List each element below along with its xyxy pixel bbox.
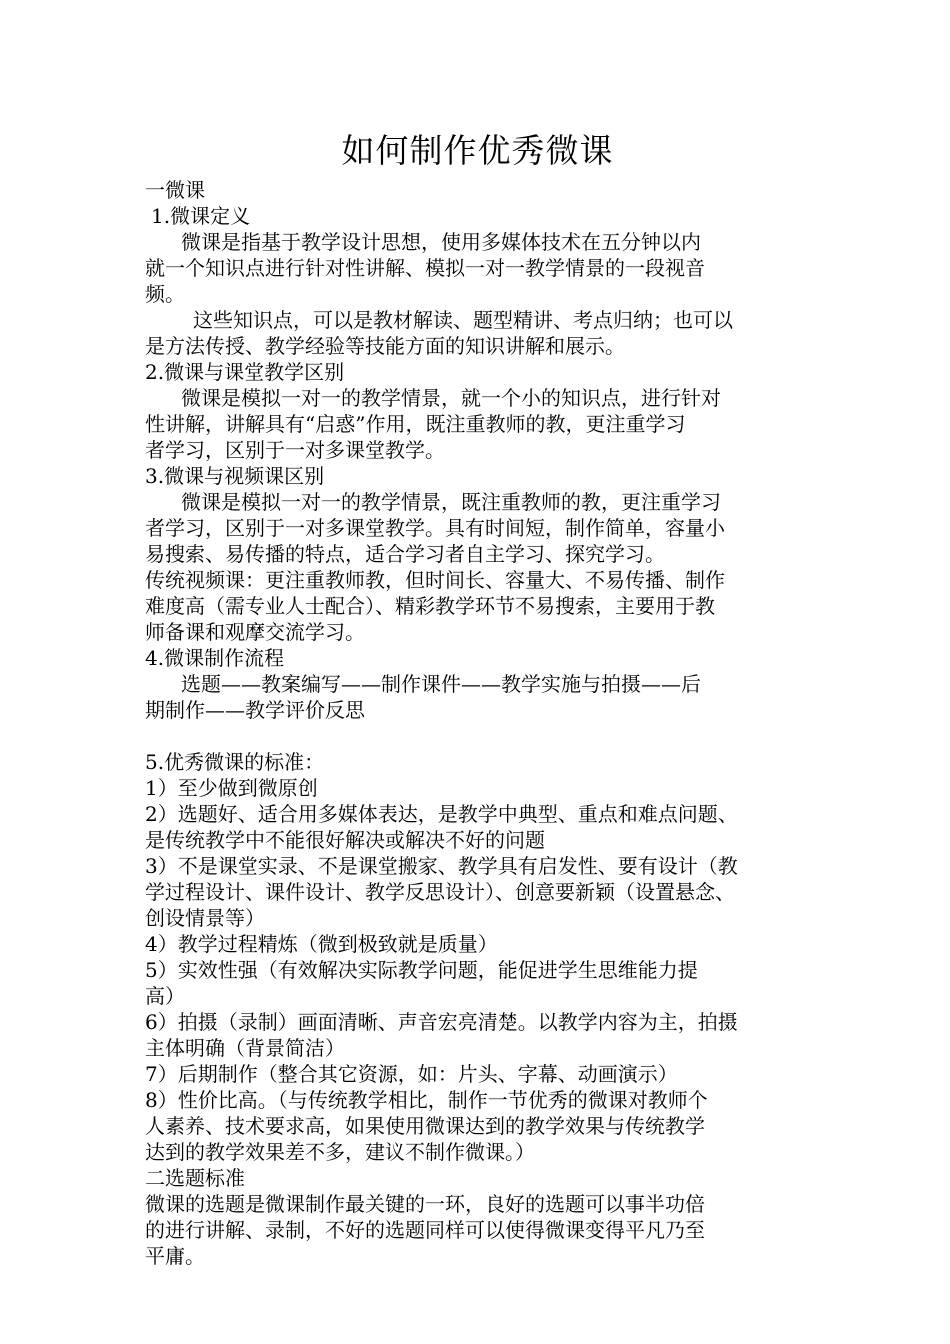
list-item-continuation: 达到的教学效果差不多，建议不制作微课。） [145, 1140, 535, 1164]
paragraph-line: 易搜索、易传播的特点，适合学习者自主学习、探究学习。 [145, 542, 665, 566]
paragraph-line: 这些知识点，可以是教材解读、题型精讲、考点归纳；也可以 [193, 308, 733, 332]
paragraph-line: 期制作——教学评价反思 [145, 698, 365, 722]
blank-line [145, 723, 810, 749]
paragraph-line: 的进行讲解、录制，不好的选题同样可以使得微课变得平凡乃至 [145, 1218, 705, 1242]
paragraph-line: 就一个知识点进行针对性讲解、模拟一对一教学情景的一段视音 [145, 256, 705, 280]
paragraph-line: 平庸。 [145, 1244, 205, 1268]
paragraph-line: 传统视频课：更注重教师教，但时间长、容量大、不易传播、制作 [145, 568, 725, 592]
list-item-continuation: 学过程设计、课件设计、教学反思设计）、创意要新颖（设置悬念、 [145, 880, 735, 904]
paragraph-line: 是方法传授、教学经验等技能方面的知识讲解和展示。 [145, 334, 625, 358]
paragraph-line: 者学习，区别于一对多课堂教学。 [145, 438, 445, 462]
list-item: 7）后期制作（整合其它资源，如：片头、字幕、动画演示） [145, 1062, 678, 1086]
list-item: 5）实效性强（有效解决实际教学问题，能促进学生思维能力提 [145, 958, 698, 982]
paragraph-line: 微课是指基于教学设计思想，使用多媒体技术在五分钟以内 [181, 230, 701, 254]
paragraph-line: 师备课和观摩交流学习。 [145, 620, 365, 644]
paragraph-line: 频。 [145, 282, 185, 306]
subsection-heading: 1.微课定义 [151, 204, 251, 228]
list-item: 6）拍摄（录制）画面清晰、声音宏亮清楚。以教学内容为主，拍摄 [145, 1010, 738, 1034]
list-item-continuation: 高） [145, 984, 185, 1008]
list-item: 4）教学过程精炼（微到极致就是质量） [145, 932, 498, 956]
subsection-heading: 5.优秀微课的标准： [145, 750, 325, 774]
subsection-heading: 2.微课与课堂教学区别 [145, 360, 345, 384]
document-title: 如何制作优秀微课 [341, 131, 614, 170]
paragraph-line: 微课的选题是微课制作最关键的一环，良好的选题可以事半功倍 [145, 1192, 705, 1216]
subsection-heading: 4.微课制作流程 [145, 646, 285, 670]
list-item: 8）性价比高。（与传统教学相比，制作一节优秀的微课对教师个 [145, 1088, 708, 1112]
paragraph-line: 微课是模拟一对一的教学情景，就一个小的知识点，进行针对 [181, 386, 721, 410]
paragraph-line: 难度高（需专业人士配合）、精彩教学环节不易搜索，主要用于教 [145, 594, 715, 618]
list-item-continuation: 创设情景等） [145, 906, 265, 930]
document-page [145, 125, 810, 1269]
list-item-continuation: 主体明确（背景简洁） [145, 1036, 345, 1060]
criteria-list [145, 775, 810, 1165]
list-item: 1）至少做到微原创 [145, 776, 318, 800]
list-item-continuation: 是传统教学中不能很好解决或解决不好的问题 [145, 828, 545, 852]
section-heading: 一微课 [145, 178, 205, 202]
paragraph-line: 选题——教案编写——制作课件——教学实施与拍摄——后 [181, 672, 701, 696]
section-heading: 二选题标准 [145, 1166, 245, 1190]
subsection-heading: 3.微课与视频课区别 [145, 464, 325, 488]
list-item-continuation: 人素养、技术要求高，如果使用微课达到的教学效果与传统教学 [145, 1114, 705, 1138]
list-item: 3）不是课堂实录、不是课堂搬家、教学具有启发性、要有设计（教 [145, 854, 738, 878]
paragraph-line: 者学习，区别于一对多课堂教学。具有时间短，制作简单，容量小 [145, 516, 725, 540]
paragraph-line: 性讲解，讲解具有“启惑”作用，既注重教师的教，更注重学习 [145, 412, 686, 436]
list-item: 2）选题好、适合用多媒体表达，是教学中典型、重点和难点问题、 [145, 802, 738, 826]
paragraph-line: 微课是模拟一对一的教学情景，既注重教师的教，更注重学习 [181, 490, 721, 514]
